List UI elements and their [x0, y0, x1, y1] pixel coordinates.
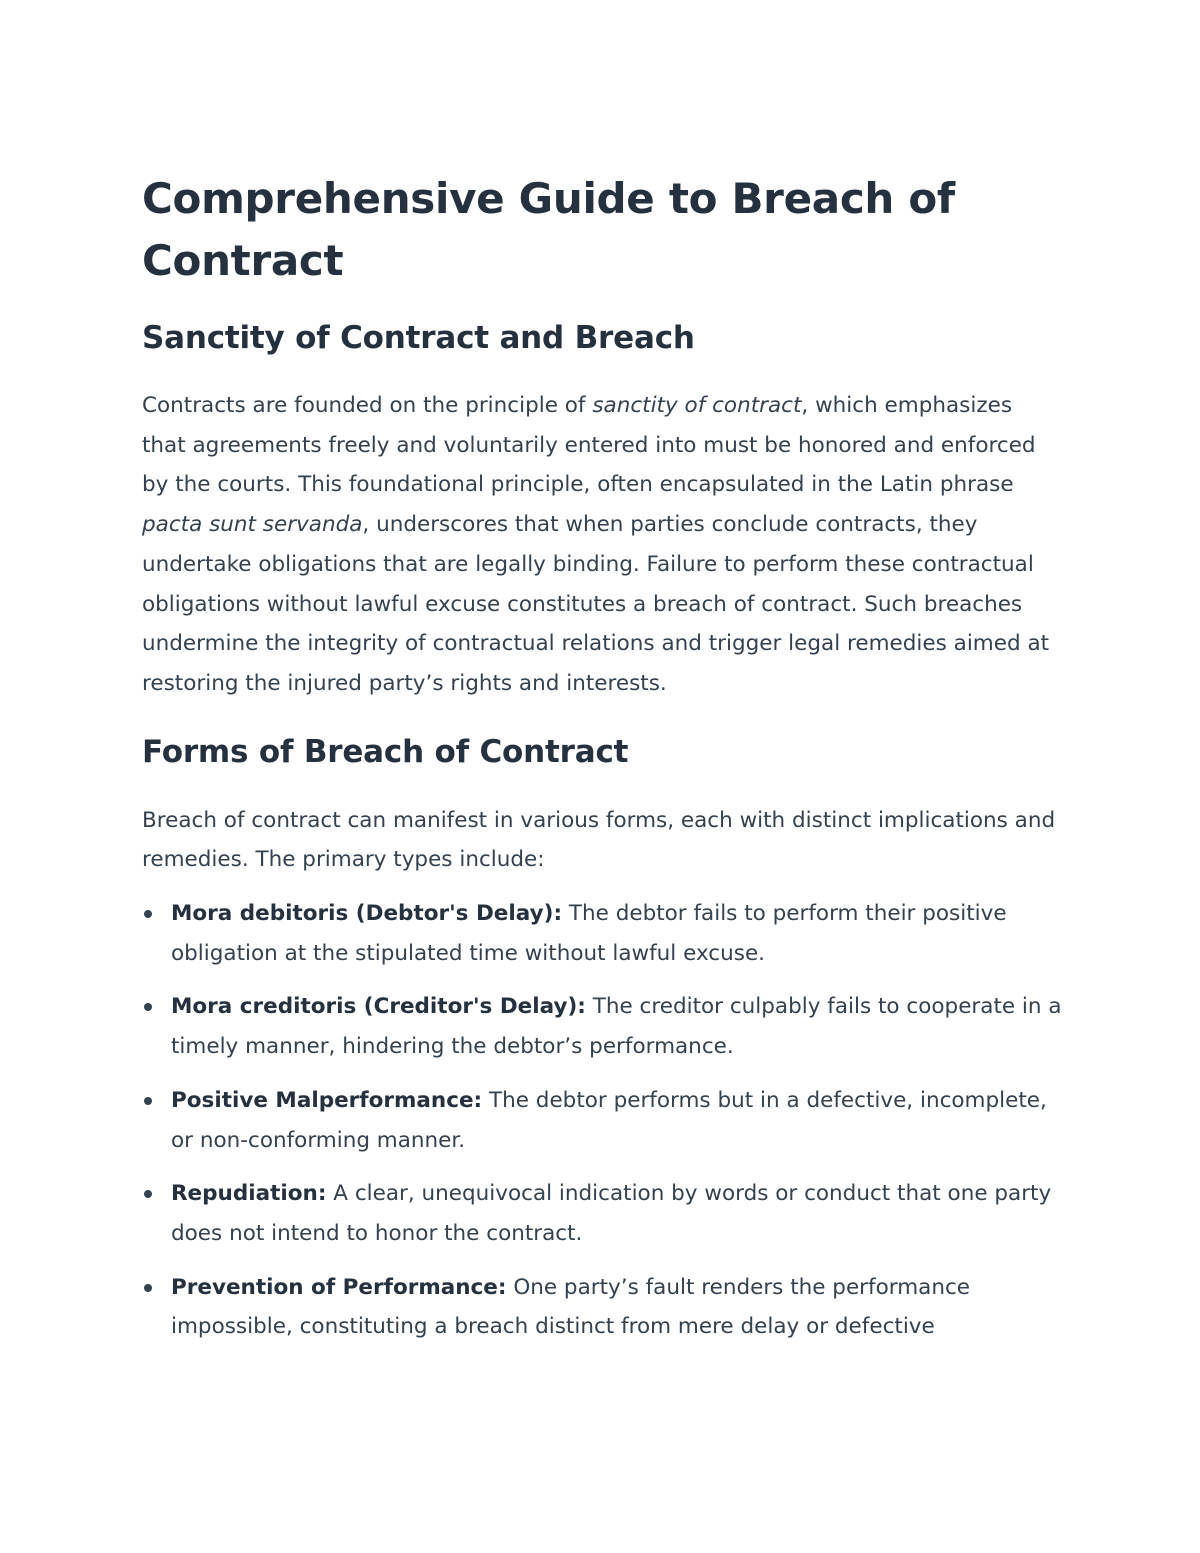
sanctity-text-part1: Contracts are founded on the principle of: [142, 393, 593, 418]
bullet-icon: [144, 1097, 152, 1105]
list-item-term: Mora debitoris (Debtor's Delay):: [171, 901, 563, 927]
sanctity-text-part3: , underscores that when parties conclude contracts, they undertake obligations that are legally binding. Failure to perform these contractual obligations without lawful excuse constitutes a breach of contract. Such breaches undermine the integrity of contractual relations and trigger legal remedies aimed at restoring the injured party’s rights and interests.: [142, 512, 1050, 696]
list-item-text: The debtor fails to perform their positive obligation at the stipulated time without lawful excuse.: [171, 901, 1007, 966]
sanctity-paragraph: [142, 386, 1062, 704]
list-item-text: One party’s fault renders the performance impossible, constituting a breach distinct from mere delay or defective: [171, 1274, 971, 1340]
list-item-text: The creditor culpably fails to cooperate in a timely manner, hindering the debtor’s performance.: [171, 994, 1062, 1060]
bullet-icon: [144, 1003, 152, 1011]
list-item: [142, 1268, 1062, 1347]
list-item-term: Mora creditoris (Creditor's Delay):: [171, 994, 586, 1020]
list-item-text: A clear, unequivocal indication by words or conduct that one party does not intend to honor the contract.: [171, 1181, 1052, 1246]
list-item-term: Positive Malperformance:: [171, 1087, 483, 1113]
bullet-icon: [144, 910, 152, 918]
bullet-icon: [144, 1284, 152, 1292]
page-title: Comprehensive Guide to Breach of Contract: [142, 174, 955, 285]
list-item: [142, 987, 1062, 1066]
list-item-term: Repudiation:: [171, 1181, 327, 1207]
section-heading-sanctity: Sanctity of Contract and Breach: [142, 320, 695, 356]
forms-intro-paragraph: Breach of contract can manifest in various forms, each with distinct implications and remedies. The primary types include:: [142, 807, 1056, 873]
sanctity-emphasis-term: sanctity of contract: [592, 393, 802, 418]
latin-phrase-emphasis: pacta sunt servanda: [142, 512, 363, 538]
list-item-term: Prevention of Performance:: [171, 1274, 507, 1300]
list-item: [142, 1081, 1062, 1160]
breach-forms-list: [142, 894, 1062, 1347]
bullet-icon: [144, 1190, 152, 1198]
sanctity-text-part2: , which emphasizes that agreements freely and voluntarily entered into must be honored and enforced by the courts. This foundational principle, often encapsulated in the Latin phrase: [142, 393, 1036, 498]
list-item: [142, 894, 1062, 973]
list-item: [142, 1174, 1062, 1253]
list-item-text: The debtor performs but in a defective, incomplete, or non-conforming manner.: [171, 1087, 1047, 1153]
document-page: [142, 168, 1062, 1361]
section-heading-forms: Forms of Breach of Contract: [142, 733, 629, 770]
